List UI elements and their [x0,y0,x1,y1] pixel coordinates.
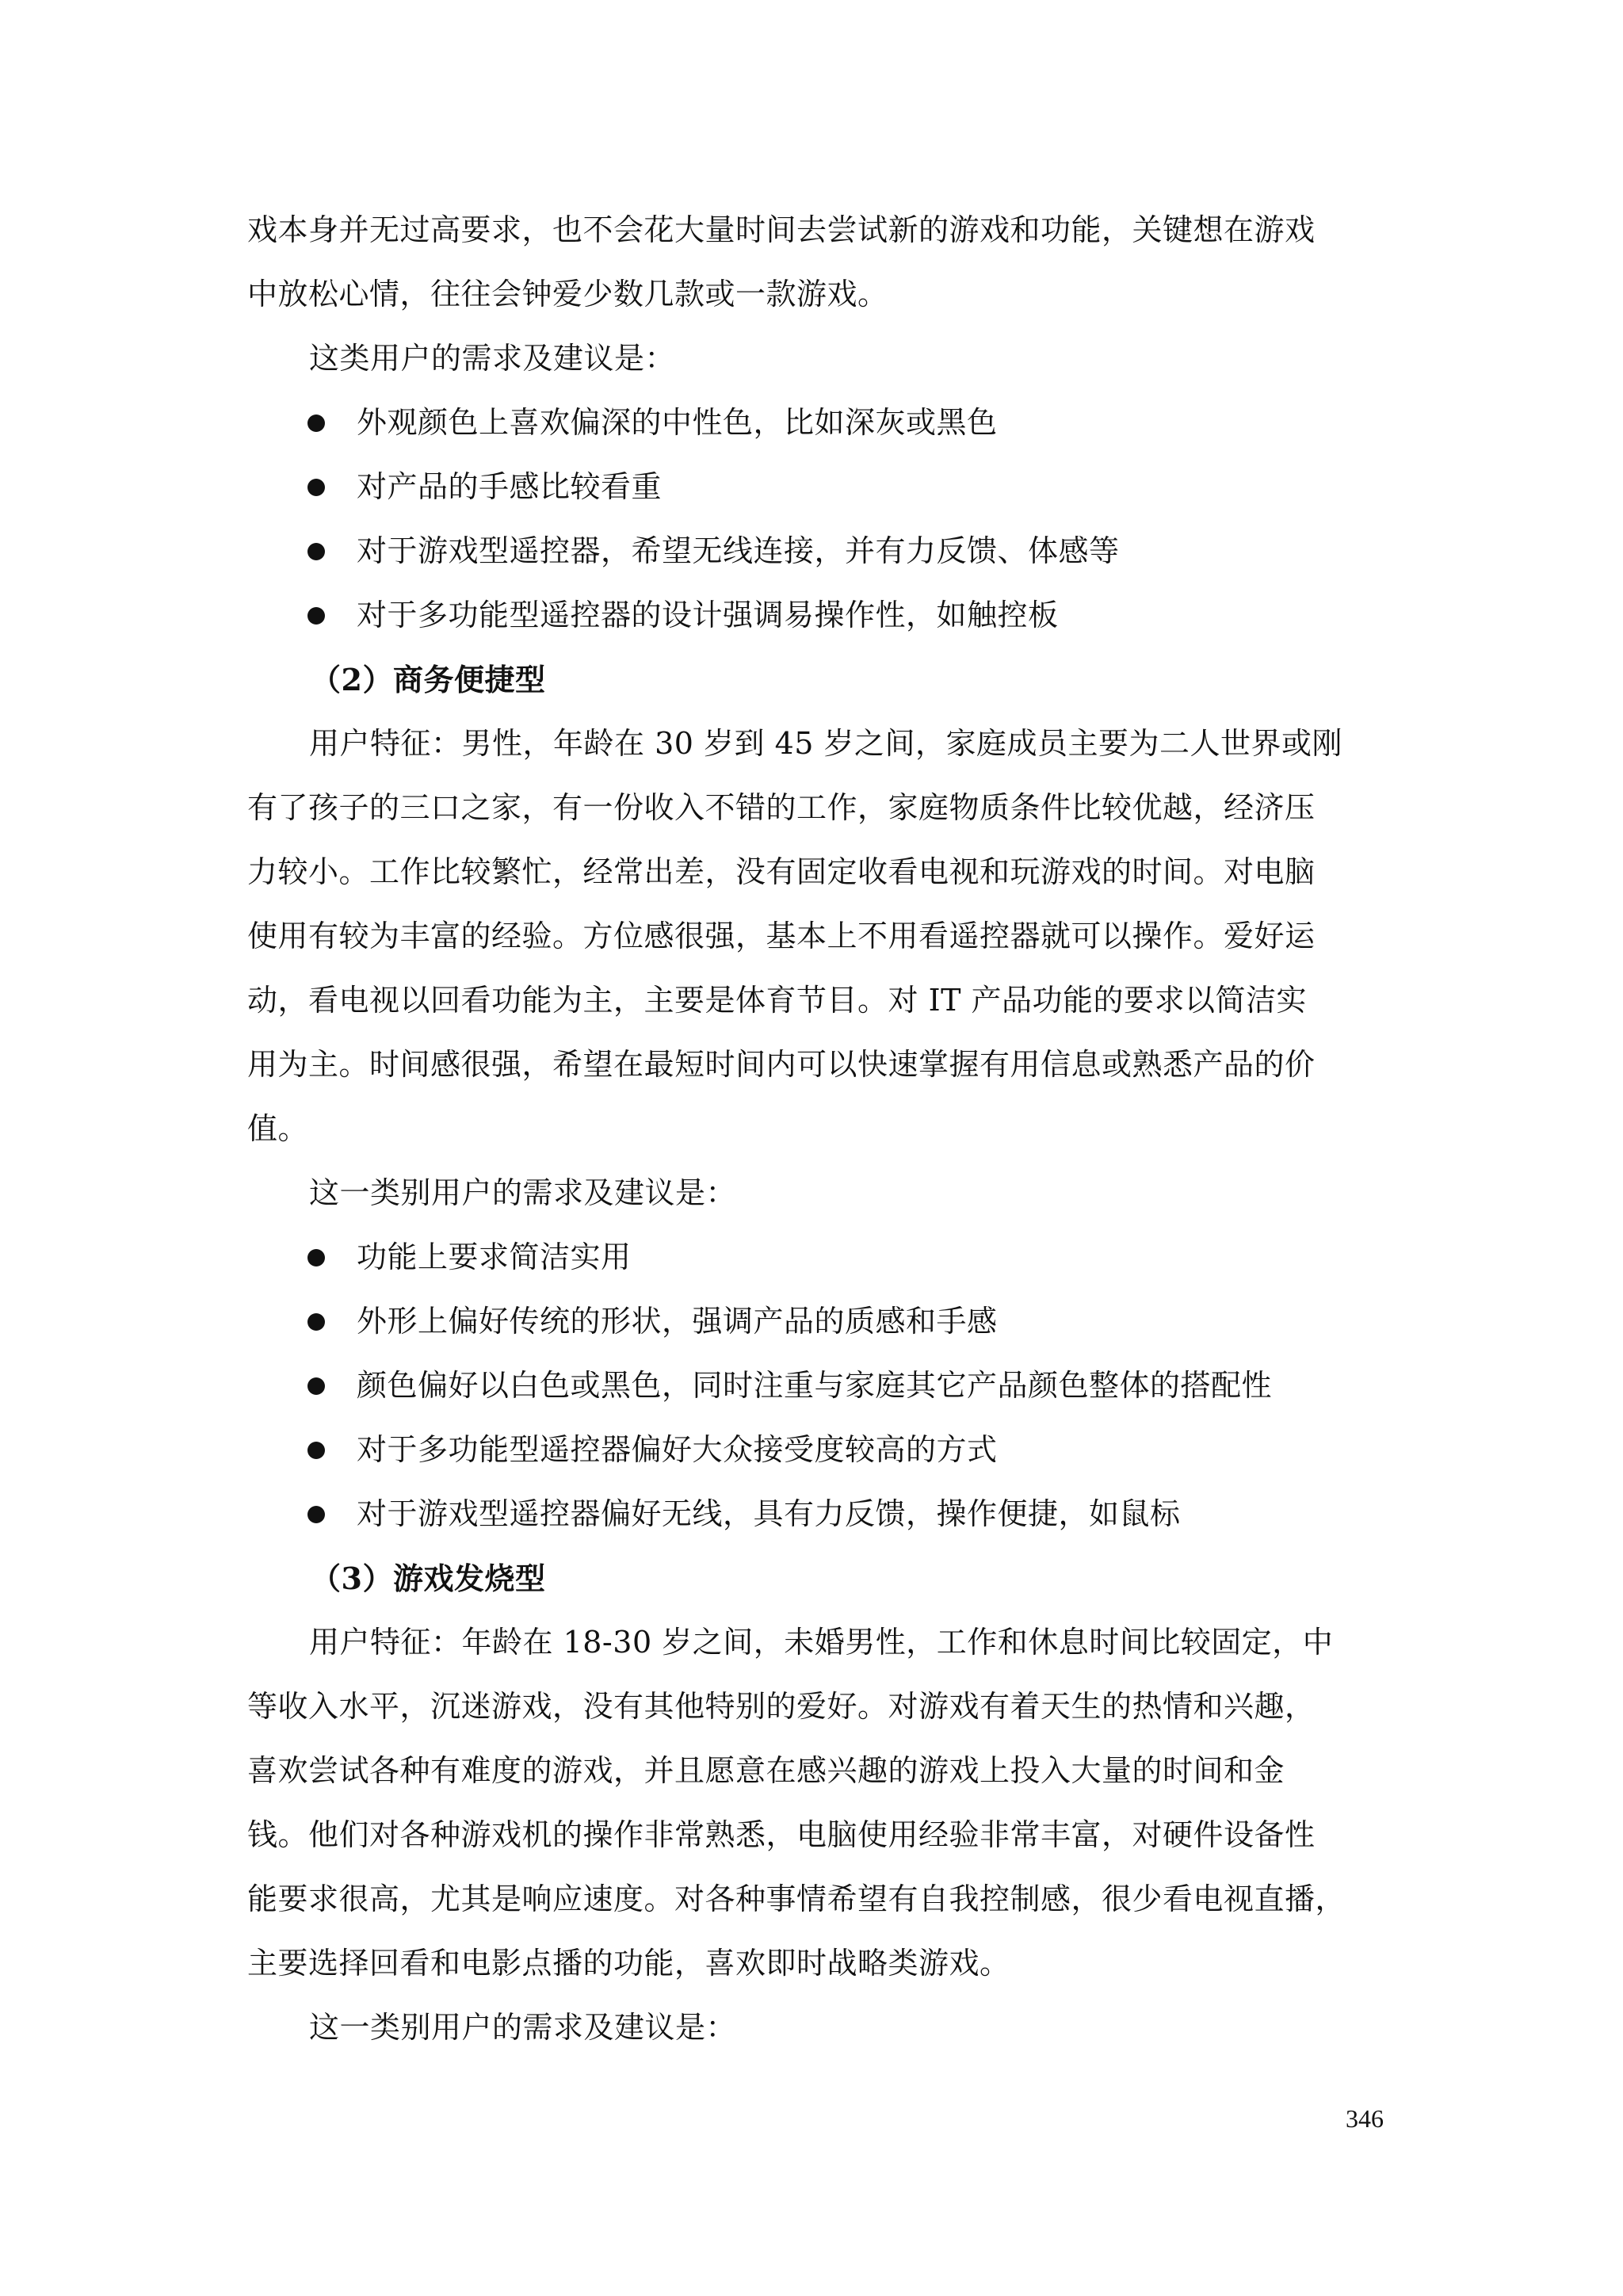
paragraph-line: 力较小。工作比较繁忙，经常出差，没有固定收看电视和玩游戏的时间。对电脑 [247,854,1316,889]
section-heading: （3）游戏发烧型 [311,1561,546,1596]
bullet-icon [307,415,325,432]
paragraph-line: 喜欢尝试各种有难度的游戏，并且愿意在感兴趣的游戏上投入大量的时间和金 [247,1753,1285,1788]
needs-intro: 这类用户的需求及建议是： [309,341,676,376]
bullet-icon [307,543,325,560]
bullet-icon [307,479,325,496]
paragraph-line: 主要选择回看和电影点播的功能，喜欢即时战略类游戏。 [247,1946,1010,1981]
document-page [247,198,1388,2060]
list-item [247,1482,1388,1546]
list-item [247,519,1388,583]
paragraph-line: 有了孩子的三口之家，有一份收入不错的工作，家庭物质条件比较优越，经济压 [247,790,1316,825]
list-item-text: 外观颜色上喜欢偏深的中性色，比如深灰或黑色 [357,405,998,440]
list-item [247,1225,1388,1289]
bullet-icon [307,1442,325,1459]
list-item-text: 对于游戏型遥控器偏好无线，具有力反馈，操作便捷，如鼠标 [357,1496,1181,1531]
bullet-icon [307,1313,325,1331]
list-item [247,1289,1388,1354]
bullet-icon [307,607,325,625]
needs-intro: 这一类别用户的需求及建议是： [309,2010,737,2045]
paragraph-line: 用户特征：男性，年龄在 30 岁到 45 岁之间，家庭成员主要为二人世界或刚 [309,726,1343,761]
list-item [247,1354,1388,1418]
list-item-text: 对产品的手感比较看重 [357,469,663,504]
list-item [247,391,1388,455]
list-item-text: 对于多功能型遥控器偏好大众接受度较高的方式 [357,1432,998,1467]
paragraph-line: 值。 [247,1111,309,1146]
list-item [247,583,1388,648]
paragraph-line: 使用有较为丰富的经验。方位感很强，基本上不用看遥控器就可以操作。爱好运 [247,919,1316,953]
needs-intro: 这一类别用户的需求及建议是： [309,1175,737,1210]
list-item-text: 对于游戏型遥控器，希望无线连接，并有力反馈、体感等 [357,533,1120,568]
bullet-icon [307,1506,325,1523]
paragraph-line: 用为主。时间感很强，希望在最短时间内可以快速掌握有用信息或熟悉产品的价 [247,1047,1316,1082]
paragraph-line: 动，看电视以回看功能为主，主要是体育节目。对 IT 产品功能的要求以简洁实 [247,983,1308,1018]
list-item-text: 对于多功能型遥控器的设计强调易操作性，如触控板 [357,598,1059,632]
bullet-icon [307,1377,325,1395]
bullet-icon [307,1249,325,1266]
paragraph-line: 能要求很高，尤其是响应速度。对各种事情希望有自我控制感，很少看电视直播， [247,1881,1346,1916]
paragraph-line: 用户特征：年龄在 18-30 岁之间，未婚男性，工作和休息时间比较固定，中 [309,1625,1334,1660]
page-number: 346 [1346,2104,1384,2133]
list-item-text: 功能上要求简洁实用 [357,1240,632,1274]
paragraph-line: 戏本身并无过高要求，也不会花大量时间去尝试新的游戏和功能，关键想在游戏 [247,212,1316,247]
list-item [247,455,1388,519]
list-item-text: 颜色偏好以白色或黑色，同时注重与家庭其它产品颜色整体的搭配性 [357,1368,1273,1403]
section-heading: （2）商务便捷型 [311,662,546,697]
paragraph-line: 等收入水平，沉迷游戏，没有其他特别的爱好。对游戏有着天生的热情和兴趣， [247,1689,1316,1724]
list-item-text: 外形上偏好传统的形状，强调产品的质感和手感 [357,1304,998,1339]
paragraph-line: 钱。他们对各种游戏机的操作非常熟悉，电脑使用经验非常丰富，对硬件设备性 [247,1817,1316,1852]
paragraph-line: 中放松心情，往往会钟爱少数几款或一款游戏。 [247,277,888,311]
list-item [247,1418,1388,1482]
